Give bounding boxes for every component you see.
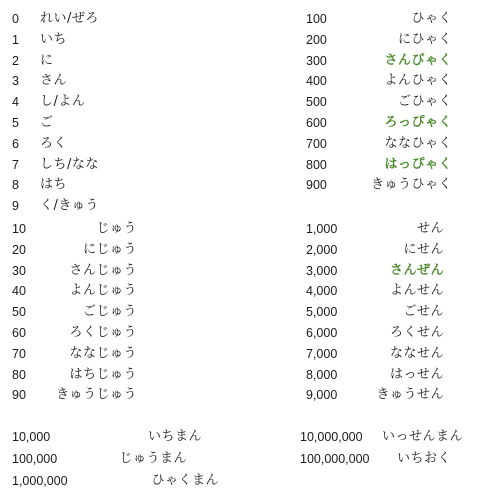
number-value: 30 bbox=[12, 263, 26, 278]
number-value: 5 bbox=[12, 116, 19, 130]
number-value: 90 bbox=[12, 388, 26, 403]
number-value: 40 bbox=[12, 284, 26, 299]
number-value: 80 bbox=[12, 367, 26, 382]
number-reading: せん bbox=[416, 221, 444, 236]
number-reading: にひゃく bbox=[397, 31, 452, 47]
number-value: 1,000 bbox=[306, 222, 338, 236]
number-value: 6 bbox=[12, 136, 19, 151]
number-reading: よんせん bbox=[389, 283, 444, 299]
number-reading: ろく bbox=[40, 135, 68, 151]
number-value: 600 bbox=[306, 116, 327, 130]
number-reading: しち/なな bbox=[40, 156, 99, 172]
number-value: 9 bbox=[12, 199, 19, 214]
number-reading: にせん bbox=[403, 241, 444, 257]
number-value: 4,000 bbox=[306, 284, 338, 299]
number-reading: はちじゅう bbox=[69, 366, 137, 382]
number-value: 300 bbox=[306, 53, 327, 68]
number-reading: ろっぴゃく bbox=[384, 115, 452, 130]
number-reading: きゅうひゃく bbox=[370, 177, 452, 193]
number-reading: く/きゅう bbox=[40, 198, 99, 214]
number-value: 60 bbox=[12, 326, 26, 340]
number-value: 500 bbox=[306, 95, 327, 110]
number-reading: ひゃくまん bbox=[151, 473, 219, 488]
number-reading: さんじゅう bbox=[69, 262, 137, 278]
number-reading: はっせん bbox=[389, 366, 444, 382]
number-reading: ななせん bbox=[389, 345, 444, 361]
number-value: 10,000 bbox=[12, 430, 51, 444]
number-reading: にじゅう bbox=[82, 241, 137, 257]
number-reading: よんじゅう bbox=[69, 283, 137, 299]
number-value: 400 bbox=[306, 74, 327, 89]
number-reading: さん bbox=[40, 73, 68, 89]
number-reading: れい/ぜろ bbox=[40, 11, 99, 26]
number-value: 5,000 bbox=[306, 305, 338, 320]
number-value: 100,000,000 bbox=[300, 452, 370, 466]
number-reading: じゅうまん bbox=[119, 451, 187, 466]
number-reading: いっせんまん bbox=[381, 429, 463, 444]
number-value: 3,000 bbox=[306, 263, 338, 278]
number-reading: いちまん bbox=[147, 429, 202, 444]
number-value: 100 bbox=[306, 12, 327, 26]
number-value: 7,000 bbox=[306, 346, 338, 361]
number-reading: ろくじゅう bbox=[69, 325, 137, 340]
number-value: 200 bbox=[306, 32, 327, 47]
number-reading: ななじゅう bbox=[69, 345, 137, 361]
number-reading: ななひゃく bbox=[384, 135, 452, 151]
number-value: 3 bbox=[12, 74, 19, 89]
number-value: 10,000,000 bbox=[300, 430, 363, 444]
number-reading: きゅうじゅう bbox=[55, 387, 137, 403]
number-value: 800 bbox=[306, 157, 327, 172]
number-reading: ごじゅう bbox=[82, 304, 137, 320]
number-value: 9,000 bbox=[306, 388, 338, 403]
number-value: 2,000 bbox=[306, 242, 338, 257]
number-reading: はち bbox=[40, 177, 68, 193]
number-reading: ひゃく bbox=[411, 11, 452, 26]
number-value: 700 bbox=[306, 136, 327, 151]
number-value: 900 bbox=[306, 178, 327, 193]
number-reading: ごせん bbox=[403, 304, 444, 320]
number-value: 8 bbox=[12, 178, 19, 193]
number-reading: いちおく bbox=[396, 451, 451, 466]
number-reading: し/よん bbox=[40, 94, 86, 110]
number-reading: ご bbox=[40, 115, 54, 130]
number-value: 1,000,000 bbox=[12, 474, 68, 488]
number-value: 8,000 bbox=[306, 367, 338, 382]
number-reading: ごひゃく bbox=[397, 94, 452, 110]
number-value: 10 bbox=[12, 222, 26, 236]
number-value: 70 bbox=[12, 346, 26, 361]
number-value: 0 bbox=[12, 12, 19, 26]
number-value: 100,000 bbox=[12, 452, 58, 466]
number-reading: じゅう bbox=[96, 221, 137, 236]
number-value: 4 bbox=[12, 95, 19, 110]
number-value: 7 bbox=[12, 157, 19, 172]
number-reading: よんひゃく bbox=[384, 73, 452, 89]
number-reading: に bbox=[40, 52, 54, 68]
number-reading: ろくせん bbox=[389, 325, 444, 340]
number-reading: さんびゃく bbox=[384, 52, 452, 68]
number-value: 20 bbox=[12, 242, 26, 257]
number-value: 50 bbox=[12, 305, 26, 320]
number-reading: はっぴゃく bbox=[384, 156, 452, 172]
number-value: 1 bbox=[12, 32, 19, 47]
number-value: 6,000 bbox=[306, 326, 338, 340]
number-reading: さんぜん bbox=[389, 262, 444, 278]
number-value: 2 bbox=[12, 53, 19, 68]
number-reading: いち bbox=[40, 31, 68, 47]
number-reading: きゅうせん bbox=[376, 387, 444, 403]
